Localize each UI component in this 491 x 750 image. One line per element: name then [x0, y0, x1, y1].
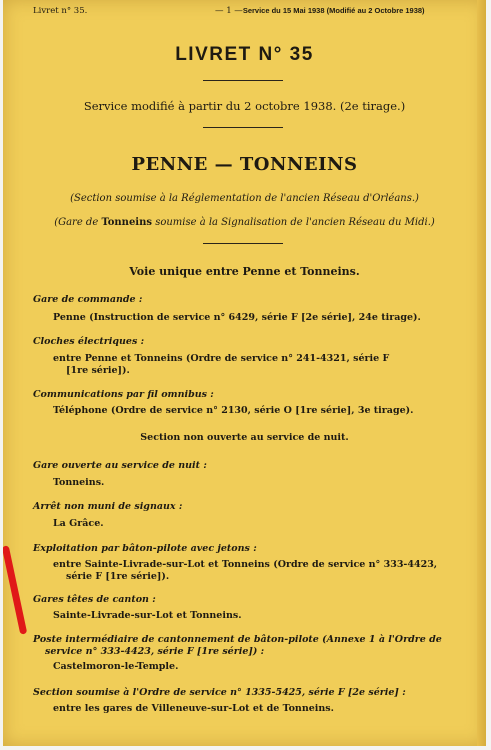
- gare-commande-label: Gare de commande :: [33, 294, 143, 305]
- communications-value: Téléphone (Ordre de service n° 2130, série O [1re série], 3e tirage).: [53, 405, 414, 416]
- arret-label: Arrêt non muni de signaux :: [33, 501, 183, 512]
- section-note: (Section soumise à la Réglementation de l'ancien Réseau d'Orléans.): [70, 193, 419, 204]
- exploitation-value-cont: série F [1re série]).: [66, 571, 170, 582]
- red-marker-stroke: [3, 545, 27, 634]
- communications-label: Communications par fil omnibus :: [33, 389, 214, 400]
- arret-value: La Grâce.: [53, 518, 104, 529]
- non-nuit-heading: Section non ouverte au service de nuit.: [140, 432, 349, 443]
- exploitation-value: entre Sainte-Livrade-sur-Lot et Tonneins (Ordre de service n° 333-4423,: [53, 559, 438, 570]
- gare-commande-value: Penne (Instruction de service n° 6429, série F [2e série], 24e tirage).: [53, 312, 421, 323]
- exploitation-label: Exploitation par bâton-pilote avec jetons :: [33, 543, 257, 554]
- service-date: Service du 15 Mai 1938 (Modifié au 2 Octobre 1938): [242, 6, 425, 15]
- poste-value: Castelmoron-le-Temple.: [53, 661, 179, 672]
- route-title: PENNE — TONNEINS: [131, 154, 358, 175]
- poste-label: Poste intermédiaire de cantonnement de bâton-pilote (Annexe 1 à l'Ordre de: [33, 634, 442, 645]
- cloches-label: Cloches électriques :: [33, 336, 145, 347]
- gares-value: Sainte-Livrade-sur-Lot et Tonneins.: [53, 610, 242, 621]
- gare-ouverte-value: Tonneins.: [53, 477, 105, 488]
- section-ordre-value: entre les gares de Villeneuve-sur-Lot et de Tonneins.: [53, 703, 334, 714]
- divider: [203, 127, 283, 128]
- cloches-value-cont: [1re série]).: [66, 365, 130, 376]
- gare-name: Tonneins: [101, 217, 153, 228]
- voie-heading: Voie unique entre Penne et Tonneins.: [129, 265, 360, 278]
- divider: [203, 243, 283, 244]
- gare-note: (Gare de Tonneins soumise à la Signalisation de l'ancien Réseau du Midi.): [54, 217, 435, 228]
- cloches-value: entre Penne et Tonneins (Ordre de service n° 241-4321, série F: [53, 353, 390, 364]
- divider: [203, 80, 283, 81]
- section-ordre-label: Section soumise à l'Ordre de service n° 1335-5425, série F [2e série] :: [33, 687, 406, 698]
- service-line: Service modifié à partir du 2 octobre 1938. (2e tirage.): [83, 99, 406, 113]
- header-service-note: [215, 6, 425, 16]
- booklet-title: LIVRET N° 35: [175, 44, 314, 65]
- gare-ouverte-label: Gare ouverte au service de nuit :: [33, 460, 207, 471]
- page-number: — 1 —: [215, 6, 243, 16]
- document-page: [3, 0, 486, 746]
- gares-label: Gares têtes de canton :: [33, 594, 156, 605]
- poste-label-cont: service n° 333-4423, série F [1re série]) :: [45, 646, 265, 657]
- booklet-number: Livret n° 35.: [33, 6, 88, 16]
